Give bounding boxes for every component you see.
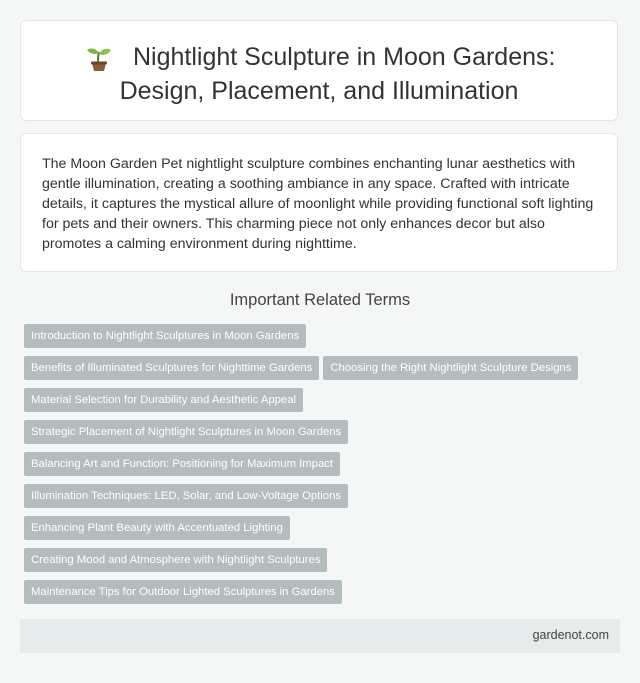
page-title: Nightlight Sculpture in Moon Gardens: Design, Placement, and Illumination: [119, 43, 556, 105]
related-term-tag[interactable]: Enhancing Plant Beauty with Accentuated Lighting: [24, 516, 290, 540]
tag-row: [24, 356, 624, 380]
tag-row: [24, 580, 624, 604]
seedling-icon: [83, 43, 115, 75]
description-text: The Moon Garden Pet nightlight sculpture combines enchanting lunar aesthetics with gentle illumination, creating a soothing ambiance in any space. Crafted with intricate details, it captures the mystical allure of moonlight while providing functional soft lighting for pets and their owners. This charming piece not only enhances decor but also promotes a calming environment during nighttime.: [42, 156, 594, 252]
title-wrap: [21, 41, 617, 108]
related-term-tag[interactable]: Illumination Techniques: LED, Solar, and Low-Voltage Options: [24, 484, 348, 508]
tag-row: [24, 516, 624, 540]
tag-row: [24, 548, 624, 572]
related-terms-list: [24, 324, 624, 612]
related-term-tag[interactable]: Material Selection for Durability and Aesthetic Appeal: [24, 388, 303, 412]
related-terms-heading: Important Related Terms: [229, 291, 411, 309]
description-card: [20, 133, 618, 272]
tag-row: [24, 484, 624, 508]
tag-row: [24, 452, 624, 476]
tag-row: [24, 420, 624, 444]
related-term-tag[interactable]: Introduction to Nightlight Sculptures in Moon Gardens: [24, 324, 306, 348]
related-term-tag[interactable]: Benefits of Illuminated Sculptures for Nighttime Gardens: [24, 356, 319, 380]
related-term-tag[interactable]: Creating Mood and Atmosphere with Nightlight Sculptures: [24, 548, 327, 572]
related-term-tag[interactable]: Maintenance Tips for Outdoor Lighted Sculptures in Gardens: [24, 580, 342, 604]
related-term-tag[interactable]: Choosing the Right Nightlight Sculpture Designs: [323, 356, 578, 380]
related-term-tag[interactable]: Strategic Placement of Nightlight Sculptures in Moon Gardens: [24, 420, 348, 444]
footer: [20, 619, 620, 653]
title-card: [20, 20, 618, 121]
tag-row: [24, 388, 624, 412]
tag-row: [24, 324, 624, 348]
footer-site-link[interactable]: gardenot.com: [532, 628, 609, 642]
related-term-tag[interactable]: Balancing Art and Function: Positioning for Maximum Impact: [24, 452, 340, 476]
